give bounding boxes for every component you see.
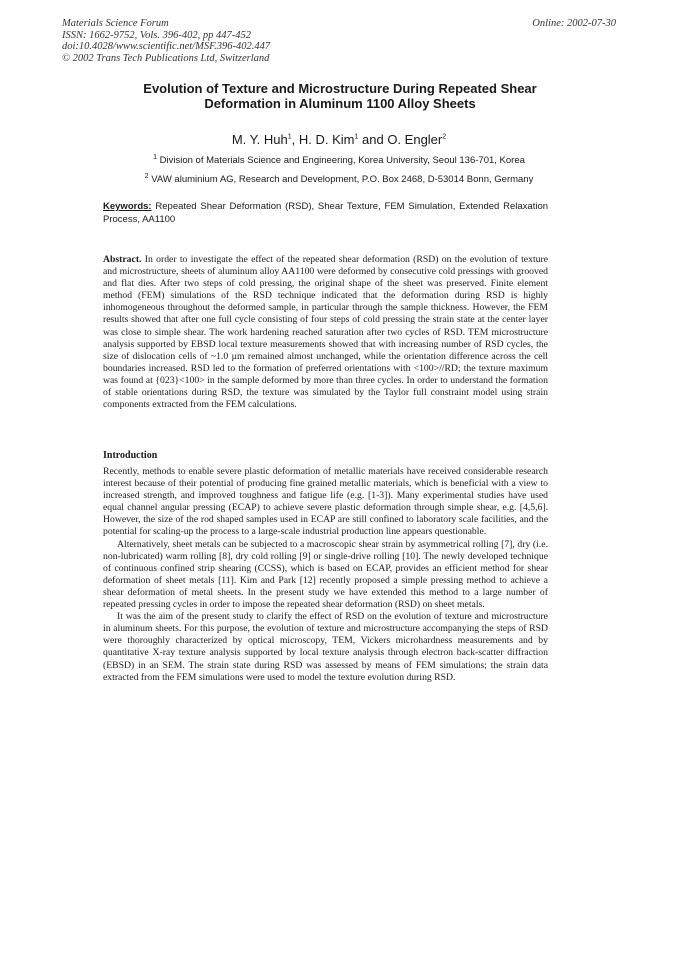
keywords-text: Repeated Shear Deformation (RSD), Shear Texture, FEM Simulation, Extended Relaxation Process, AA1100 xyxy=(103,201,549,225)
author-separator: , xyxy=(291,132,299,147)
paper-title xyxy=(95,81,585,111)
affiliation-2 xyxy=(0,173,678,185)
affiliation-1-number: 1 xyxy=(153,154,157,161)
abstract xyxy=(103,254,548,411)
doi-link[interactable]: doi:10.4028/www.scientific.net/MSF.396-402.447 xyxy=(62,41,271,52)
affiliation-2-text: VAW aluminium AG, Research and Development, P.O. Box 2468, D-53014 Bonn, Germany xyxy=(151,174,534,186)
issn-line: ISSN: 1662-9752, Vols. 396-402, pp 447-452 xyxy=(62,29,251,41)
journal-header xyxy=(62,18,270,64)
author-1-affil: 1 xyxy=(287,133,292,141)
author-3-affil: 2 xyxy=(442,133,447,141)
intro-paragraph-3: It was the aim of the present study to clarify the effect of RSD on the evolution of texture and microstructure in aluminum sheets. For this purpose, the evolution of texture and microstructure accompanying the steps of RSD were thoroughly characterized by optical microscopy, TEM, Vickers microhardness measurements and by quantitative X-ray texture analysis supported by local texture analysis through electron back-scatter diffraction (EBSD) in an SEM. The strain state during RSD was assessed by means of FEM simulations; the strain data extracted from the FEM simulations were used to model the texture evolution during RSD. xyxy=(103,611,548,683)
introduction-heading: Introduction xyxy=(103,450,158,461)
copyright-line: © 2002 Trans Tech Publications Ltd, Switzerland xyxy=(62,52,270,64)
abstract-text: In order to investigate the effect of the repeated shear deformation (RSD) on the evolution of texture and microstructure, sheets of aluminum alloy AA1100 were deformed by consecutive cold pressings with grooved and flat dies. After two steps of cold pressing, the original shape of the sheet was preserved. Finite element method (FEM) simulations of the RSD technique indicated that the deformation during RSD is highly inhomogeneous throughout the deformed sample, in particular through the sample thickness. However, the FEM results showed that after one full cycle consisting of four steps of cold pressing the strain state at the center layer was close to simple shear. The work hardening reached saturation after two cycles of RSD. TEM microstructure analysis supported by EBSD local texture measurements showed that with increasing number of RSD cycles, the size of dislocation cells of ~1.0 µm remained almost unchanged, while the orientation difference across the cell boundaries increased. RSD led to the formation of preferred orientations with <100>//RD; the texture maximum was found at {023}<100> in the sample deformed by more than three cycles. In order to understand the formation of stable orientations during RSD, the texture was simulated by the Taylor full constraint model using strain components extracted from the FEM calculations. xyxy=(103,254,548,411)
title-line-2: Deformation in Aluminum 1100 Alloy Sheets xyxy=(204,96,476,111)
author-3: O. Engler xyxy=(387,132,443,147)
abstract-label: Abstract. xyxy=(103,254,142,265)
online-date: Online: 2002-07-30 xyxy=(532,18,616,29)
introduction-body xyxy=(103,466,548,684)
keywords-label: Keywords: xyxy=(103,201,152,212)
affiliation-1-text: Division of Materials Science and Engineering, Korea University, Seoul 136-701, Korea xyxy=(159,155,525,167)
keywords-block xyxy=(103,200,548,226)
affiliation-1 xyxy=(0,154,678,166)
intro-paragraph-2: Alternatively, sheet metals can be subjected to a macroscopic shear strain by asymmetrical rolling [7], dry (i.e. non-lubricated) warm rolling [8], dry cold rolling [9] or single-drive rolling [10]. The newly developed technique of continuous confined strip shearing (CCSS), which is based on ECAP, provides an efficient method for shear deformation of sheet metals [11]. Kim and Park [12] recently proposed a simple pressing method to achieve a shear deformation of metal sheets. In the present study we have extended this method to a large number of repeated pressing cycles in order to impose the repeated shear deformation (RSD) on sheet metals. xyxy=(103,538,548,611)
intro-paragraph-1: Recently, methods to enable severe plastic deformation of metallic materials have received considerable research interest because of their potential of producing fine grained metallic materials, which is beneficial with a view to increased strength, and improved toughness and fatigue life (e.g. [1-3]). Many experimental studies have used equal channel angular pressing (ECAP) to achieve severe plastic deformation through simple shear, e.g. [4,5,6]. However, the size of the rod shaped samples used in ECAP are still confined to laboratory scale facilities, and the potential for scaling-up the process to a large-scale industrial production line appears questionable. xyxy=(103,466,548,538)
author-1: M. Y. Huh xyxy=(231,132,288,147)
author-list xyxy=(0,132,678,147)
affiliation-2-number: 2 xyxy=(144,173,149,180)
author-2-affil: 1 xyxy=(354,133,359,141)
title-line-1: Evolution of Texture and Microstructure During Repeated Shear xyxy=(143,81,537,96)
author-2: H. D. Kim xyxy=(298,132,355,147)
author-separator: and xyxy=(358,132,388,147)
journal-name: Materials Science Forum xyxy=(62,18,169,29)
